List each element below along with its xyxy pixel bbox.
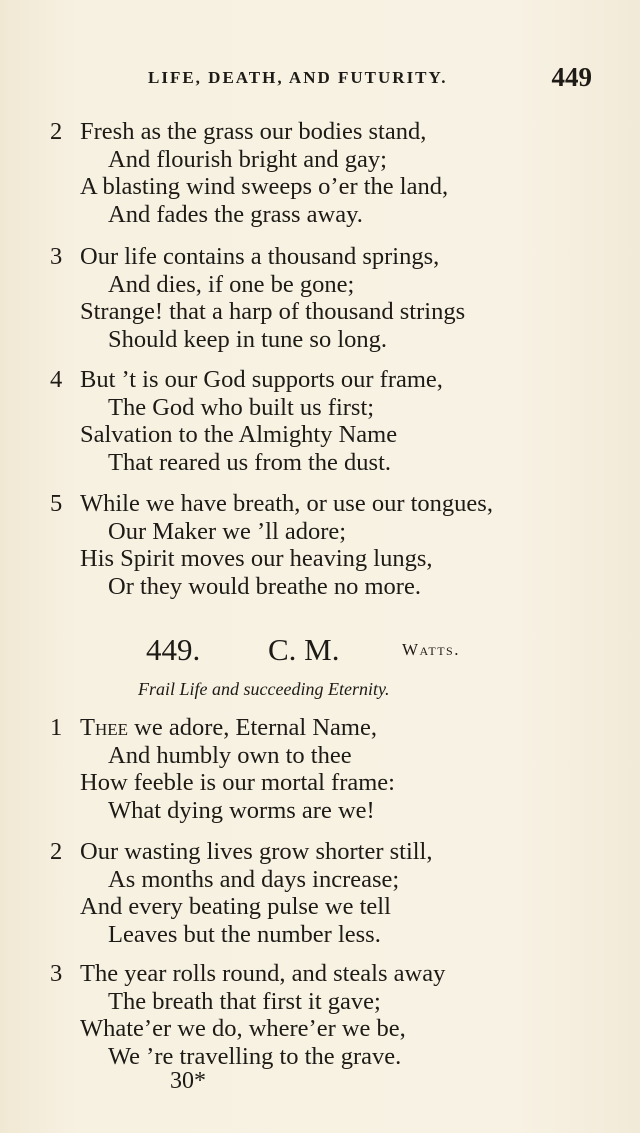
stanza-2 [50,838,433,948]
stanza-prev-2 [50,118,448,228]
stanza-number: 5 [50,490,63,517]
stanza-number: 2 [50,118,63,145]
stanza-number: 4 [50,366,63,393]
stanza-number: 1 [50,714,63,741]
verse-line: While we have breath, or use our tongues, [80,490,493,517]
verse-line: The breath that first it gave; [108,987,381,1015]
verse-line: Our wasting lives grow shorter still, [80,838,433,865]
verse-line: Our Maker we ’ll adore; [108,517,347,545]
verse-line [50,714,395,742]
verse-line: But ’t is our God supports our frame, [80,366,443,393]
hymn-number: 449. [146,632,201,667]
hymn-author: Watts. [402,640,460,659]
stanza-3 [50,960,445,1070]
verse-line: The year rolls round, and steals away [80,960,446,987]
hymn-header [0,632,640,672]
verse-line: A blasting wind sweeps o’er the land, [80,173,449,200]
verse-line: Or they would breathe no more. [108,572,421,600]
stanza-number: 2 [50,838,63,865]
verse-line: How feeble is our mortal frame: [80,769,395,796]
hymn-meter: C. M. [268,632,340,667]
hymn-subtitle: Frail Life and succeeding Eternity. [138,679,390,699]
verse-line: And flourish bright and gay; [108,145,387,173]
signature-mark: 30* [170,1068,206,1094]
page-number: 449 [551,62,592,92]
verse-line: We ’re travelling to the grave. [108,1042,402,1070]
verse-line: And humbly own to thee [108,741,352,769]
stanza-prev-4 [50,366,443,476]
verse-line: The God who built us first; [108,393,375,421]
verse-line: Fresh as the grass our bodies stand, [80,118,427,145]
stanza-prev-3 [50,243,465,353]
verse-line: Our life contains a thousand springs, [80,243,440,270]
stanza-prev-5 [50,490,493,600]
verse-line: Should keep in tune so long. [108,325,388,353]
running-title: LIFE, DEATH, AND FUTURITY. [148,68,448,87]
stanza-number: 3 [50,243,63,270]
first-line-rest: we adore, Eternal Name, [128,714,377,741]
first-word: Thee [80,714,129,741]
verse-line: His Spirit moves our heaving lungs, [80,545,433,572]
verse-line: And every beating pulse we tell [80,893,391,920]
verse-line: As months and days increase; [108,865,400,893]
verse-line: And fades the grass away. [108,200,363,228]
verse-line: Strange! that a harp of thousand strings [80,298,466,325]
verse-line: That reared us from the dust. [108,448,392,476]
verse-line: Salvation to the Almighty Name [80,421,398,448]
verse-line: What dying worms are we! [108,796,375,824]
verse-line: Leaves but the number less. [108,920,381,948]
stanza-number: 3 [50,960,63,987]
verse-line: And dies, if one be gone; [108,270,355,298]
verse-line: Whate’er we do, where’er we be, [80,1015,406,1042]
stanza-1 [50,714,395,824]
